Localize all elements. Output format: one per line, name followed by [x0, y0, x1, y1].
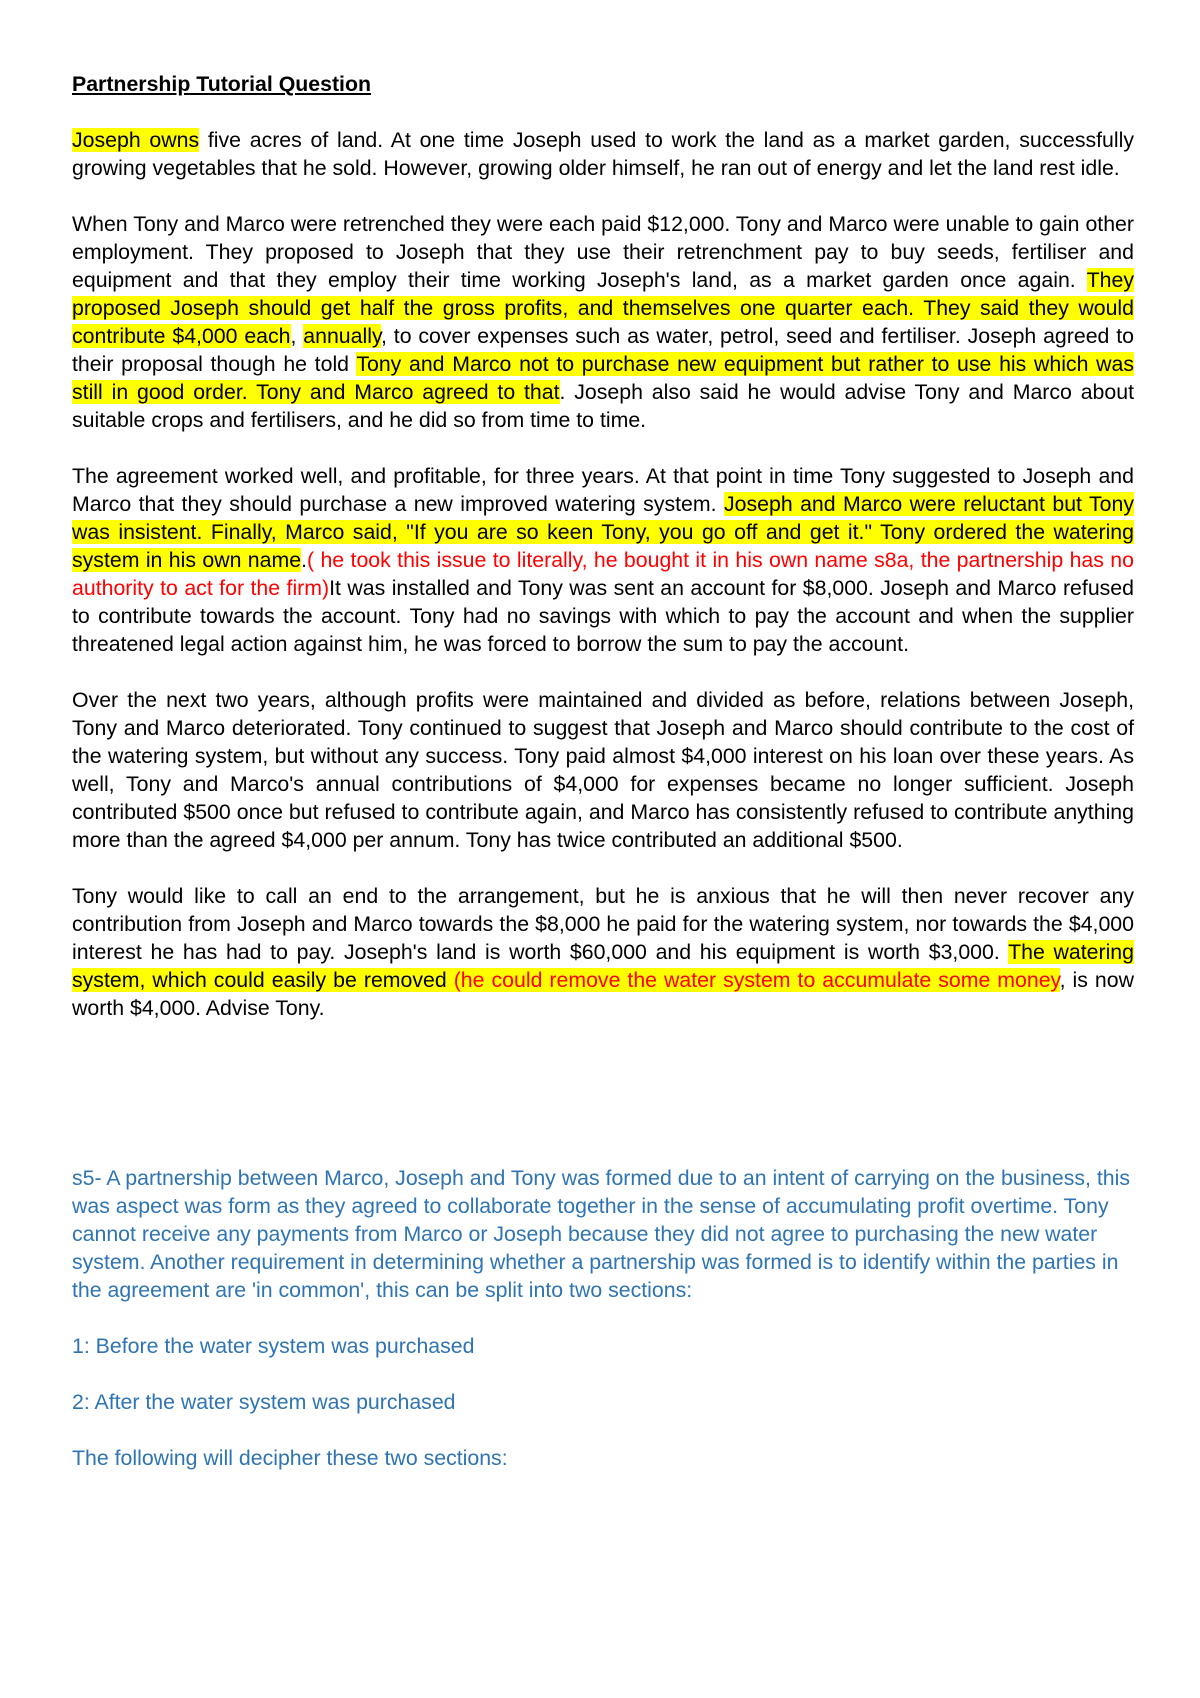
annotation-red-highlight: (he could remove the water system to accumulate some money — [453, 968, 1060, 992]
highlight: The watering system, which could easily be removed — [72, 940, 1134, 992]
text-run: five acres of land. At one time Joseph used to work the land as a market garden, successfully growing vegetables that he sold. However, growing older himself, he ran out of energy and let the land rest idle. — [72, 128, 1134, 180]
answer-item-1: 1: Before the water system was purchased — [72, 1334, 475, 1358]
answer-closing: The following will decipher these two sections: — [72, 1446, 508, 1470]
answer-paragraph: s5- A partnership between Marco, Joseph and Tony was formed due to an intent of carrying on the business, this was aspect was form as they agreed to collaborate together in the sense of accumulating profit overtime. Tony cannot receive any payments from Marco or Joseph because they did not agree to purchasing the new water system. Another requirement in determining whether a partnership was formed is to identify within the parties in the agreement are 'in common', this can be split into two sections: — [72, 1166, 1130, 1302]
text-run: , — [290, 324, 304, 348]
text-run: , is now worth $4,000. Advise Tony. — [72, 968, 1134, 1020]
answer-item-2: 2: After the water system was purchased — [72, 1390, 456, 1414]
highlight: annually — [303, 324, 382, 348]
paragraph-intro — [72, 126, 1134, 182]
text-run: The agreement worked well, and profitable, for three years. At that point in time Tony suggested to Joseph and Marco that they should purchase a new improved watering system. — [72, 464, 1134, 516]
spacer — [72, 1050, 1134, 1164]
text-run: . — [301, 548, 307, 572]
text-run: Tony would like to call an end to the arrangement, but he is anxious that he will then never recover any contribution from Joseph and Marco towards the $8,000 he paid for the watering system, nor towards the $4,000 interest he has had to pay. Joseph's land is worth $60,000 and his equipment is worth $3,000. — [72, 884, 1134, 964]
highlight: Joseph and Marco were reluctant but Tony was insistent. Finally, Marco said, "If you are so keen Tony, you go off and get it." Tony ordered the watering system in his own name — [72, 492, 1134, 572]
document-page — [72, 70, 1134, 1500]
text-run: . Joseph also said he would advise Tony and Marco about suitable crops and fertilisers, and he did so from time to time. — [72, 380, 1135, 432]
paragraph-advise — [72, 882, 1134, 1022]
document-title: Partnership Tutorial Question — [72, 72, 371, 96]
text-run: When Tony and Marco were retrenched they were each paid $12,000. Tony and Marco were unable to gain other employment. They proposed to Joseph that they use their retrenchment pay to buy seeds, fertiliser and equipment and that they employ their time working Joseph's land, as a market garden once again. — [72, 212, 1134, 292]
annotation-red: ( he took this issue to literally, he bought it in his own name s8a, the partnership has no authority to act for the firm) — [72, 548, 1134, 600]
highlight: Tony and Marco not to purchase new equipment but rather to use his which was still in good order. Tony and Marco agreed to that — [72, 352, 1134, 404]
highlight: They proposed Joseph should get half the gross profits, and themselves one quarter each. They said they would contribute $4,000 each — [72, 268, 1134, 348]
highlight: Joseph owns — [72, 128, 200, 152]
text-run: , to cover expenses such as water, petrol, seed and fertiliser. Joseph agreed to their proposal though he told — [72, 324, 1134, 376]
paragraph-proposal — [72, 210, 1134, 434]
paragraph-watering-system — [72, 462, 1134, 658]
paragraph-deterioration: Over the next two years, although profits were maintained and divided as before, relations between Joseph, Tony and Marco deteriorated. Tony continued to suggest that Joseph and Marco should contribute to the cost of the watering system, but without any success. Tony paid almost $4,000 interest on his loan over these years. As well, Tony and Marco's annual contributions of $4,000 for expenses became no longer sufficient. Joseph contributed $500 once but refused to contribute again, and Marco has consistently refused to contribute anything more than the agreed $4,000 per annum. Tony has twice contributed an additional $500. — [72, 688, 1134, 852]
text-run: It was installed and Tony was sent an account for $8,000. Joseph and Marco refused to contribute towards the account. Tony had no savings with which to pay the account and when the supplier threatened legal action against him, he was forced to borrow the sum to pay the account. — [72, 576, 1134, 656]
